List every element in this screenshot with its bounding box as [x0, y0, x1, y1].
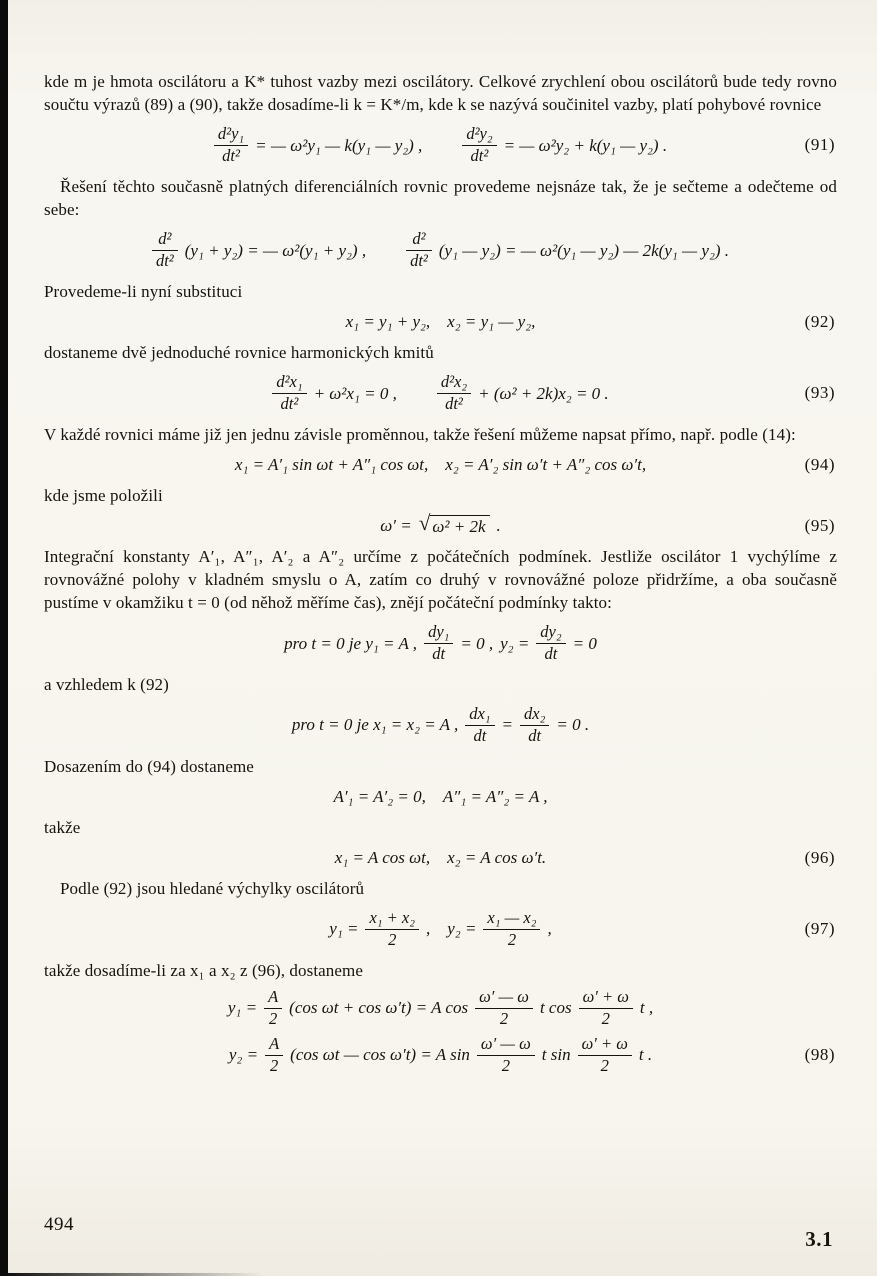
paragraph: V každé rovnici máme již jen jednu závisle proměnnou, takže řešení můžeme napsat přímo, např. podle (14):: [44, 424, 796, 444]
fraction: [437, 373, 471, 414]
math-text: = — ω²y₁ — k(y₁ — y₂) ,: [255, 135, 423, 155]
fraction: [462, 125, 496, 166]
paragraph: Dosazením do (94) dostaneme: [44, 756, 254, 776]
math-text: = — ω²y₂ + k(y₁ — y₂) .: [503, 135, 668, 155]
equation-number: (98): [804, 1045, 835, 1065]
frac-denominator: dt: [544, 643, 558, 663]
frac-numerator: ω′ + ω: [579, 988, 633, 1009]
paragraph: Řešení těchto současně platných diferenciálních rovnic provedeme nejsnáze tak, že je sečteme a odečteme od sebe:: [44, 176, 837, 219]
frac-numerator: x₁ + x₂: [365, 909, 419, 930]
math-text: t .: [638, 1045, 653, 1065]
fraction: [272, 373, 306, 414]
equation-constants: [44, 784, 837, 810]
math-text: t cos: [539, 998, 572, 1018]
equation-number: (97): [804, 919, 835, 939]
fraction: [265, 1035, 283, 1076]
equation-93: [44, 373, 837, 414]
math-text: = 0 ,: [460, 633, 494, 653]
math-text: y₁ =: [227, 998, 258, 1018]
frac-numerator: ω′ — ω: [477, 1035, 535, 1056]
math-text: (y₁ + y₂) = — ω²(y₁ + y₂) ,: [184, 240, 367, 260]
paragraph: Integrační konstanty A′₁, A″₁, A′₂ a A″₂ určíme z počátečních podmínek. Jestliže oscilátor 1 vychýlíme z rovnovážné polohy v kladném smyslu o A, zatím co druhý v rovnovážné poloze přidržíme, a oba současně pustíme v okamžiku t = 0 (od něhož měříme čas), znějí počáteční podmínky takto:: [44, 546, 837, 612]
fraction: [578, 1035, 632, 1076]
frac-denominator: 2: [388, 929, 397, 949]
equation-number: (96): [804, 847, 835, 867]
frac-numerator: dx₂: [520, 705, 549, 726]
math-text: (cos ωt — cos ω′t) = A sin: [290, 1045, 470, 1065]
paragraph: dostaneme dvě jednoduché rovnice harmonických kmitů: [44, 342, 434, 362]
textbook-page: [8, 0, 877, 1276]
math-text: y₂ =: [500, 633, 530, 653]
fraction: [406, 230, 432, 271]
math-text: pro t = 0 je x₁ = x₂ = A ,: [291, 715, 459, 735]
fraction: [477, 1035, 535, 1076]
scan-left-edge: [0, 0, 8, 1276]
math-text: = 0: [572, 633, 597, 653]
equation-number: (94): [804, 455, 835, 475]
equation-number: (95): [804, 516, 835, 536]
frac-denominator: dt²: [280, 393, 299, 413]
frac-denominator: 2: [507, 929, 517, 949]
equation-97: [44, 909, 837, 950]
math-text: x₁ = y₁ + y₂, x₂ = y₁ — y₂,: [345, 312, 536, 332]
frac-numerator: x₁ — x₂: [483, 909, 540, 930]
paragraph: a vzhledem k (92): [44, 674, 169, 694]
fraction: [536, 623, 565, 664]
frac-denominator: dt: [473, 725, 487, 745]
math-text: (cos ωt + cos ω′t) = A cos: [289, 998, 469, 1018]
fraction: [483, 909, 540, 950]
frac-numerator: A: [264, 988, 282, 1009]
frac-denominator: dt: [432, 643, 446, 663]
math-text: =: [501, 715, 514, 735]
fraction: [424, 623, 453, 664]
fraction: [579, 988, 633, 1029]
frac-denominator: 2: [269, 1055, 279, 1075]
math-text: ω′ =: [380, 516, 412, 536]
fraction: [465, 705, 494, 746]
fraction: [475, 988, 533, 1029]
frac-numerator: dy₂: [536, 623, 565, 644]
paragraph: Podle (92) jsou hledané výchylky oscilátorů: [60, 878, 365, 898]
frac-denominator: dt²: [445, 393, 463, 413]
frac-numerator: d²x₂: [437, 373, 471, 394]
frac-numerator: ω′ + ω: [578, 1035, 632, 1056]
math-text: y₁ =: [329, 919, 359, 939]
frac-denominator: dt²: [410, 250, 428, 270]
frac-numerator: A: [265, 1035, 283, 1056]
math-text: t ,: [639, 998, 654, 1018]
initial-conditions-x: [44, 705, 837, 746]
equation-sum-difference: [44, 230, 837, 271]
frac-numerator: d²x₁: [272, 373, 306, 394]
math-text: pro t = 0 je y₁ = A ,: [284, 633, 418, 653]
frac-numerator: dy₁: [424, 623, 453, 644]
frac-denominator: dt²: [155, 250, 174, 270]
equation-98-line1: [44, 988, 837, 1029]
section-number: 3.1: [805, 1227, 833, 1251]
radicand: ω² + 2k: [430, 515, 489, 537]
math-text: x₁ = A′₁ sin ωt + A″₁ cos ωt, x₂ = A′₂ sin ω′t + A″₂ cos ω′t,: [234, 455, 647, 475]
frac-numerator: dx₁: [465, 705, 494, 726]
paragraph: takže dosadíme-li za x₁ a x₂ z (96), dostaneme: [44, 960, 364, 980]
math-text: t sin: [541, 1045, 571, 1065]
math-text: + (ω² + 2k)x₂ = 0 .: [478, 383, 609, 403]
frac-denominator: 2: [601, 1008, 610, 1028]
equation-95: [44, 513, 837, 539]
equation-number: (93): [804, 383, 835, 403]
frac-numerator: d²y₁: [214, 125, 248, 146]
equation-number: (92): [804, 312, 835, 332]
equation-number: (91): [804, 135, 835, 155]
fraction: [365, 909, 419, 950]
math-text: y₂ =: [228, 1045, 259, 1065]
frac-denominator: 2: [501, 1055, 510, 1075]
math-text: = 0 .: [556, 715, 590, 735]
math-text: x₁ = A cos ωt, x₂ = A cos ω′t.: [334, 847, 547, 867]
math-text: (y₁ — y₂) = — ω²(y₁ — y₂) — 2k(y₁ — y₂) .: [438, 240, 730, 260]
fraction: [152, 230, 178, 271]
frac-numerator: d²: [152, 230, 178, 251]
math-text: .: [496, 516, 501, 536]
equation-94: [44, 452, 837, 478]
equation-98-line2: [44, 1035, 837, 1076]
math-text: , y₂ =: [425, 919, 477, 939]
frac-numerator: d²y₂: [462, 125, 496, 146]
square-root: [418, 511, 490, 537]
frac-numerator: d²: [406, 230, 432, 251]
fraction: [214, 125, 248, 166]
initial-conditions-y: [44, 623, 837, 664]
fraction: [264, 988, 282, 1029]
page-number: 494: [44, 1214, 74, 1235]
paragraph-intro: kde m je hmota oscilátoru a K* tuhost vazby mezi oscilátory. Celkové zrychlení obou oscilátorů bude tedy rovno součtu výrazů (89) a (90), takže dosadíme-li k = K*/m, kde k se nazývá součinitel vazby, platí pohybové rovnice: [44, 72, 837, 114]
frac-denominator: 2: [268, 1008, 278, 1028]
math-text: A′₁ = A′₂ = 0, A″₁ = A″₂ = A ,: [333, 786, 548, 806]
frac-denominator: 2: [499, 1008, 509, 1028]
paragraph: Provedeme-li nyní substituci: [44, 281, 243, 301]
fraction: [520, 705, 549, 746]
frac-denominator: 2: [600, 1055, 609, 1075]
frac-denominator: dt²: [222, 145, 240, 165]
frac-denominator: dt²: [470, 145, 489, 165]
radical-sign: √: [418, 511, 431, 536]
frac-numerator: ω′ — ω: [475, 988, 533, 1009]
equation-96: [44, 845, 837, 871]
frac-denominator: dt: [528, 725, 542, 745]
equation-92: [44, 309, 837, 335]
math-text: + ω²x₁ = 0 ,: [313, 383, 397, 403]
paragraph: takže: [44, 817, 81, 837]
equation-91: [44, 125, 837, 166]
math-text: ,: [547, 919, 552, 939]
paragraph: kde jsme položili: [44, 485, 163, 505]
